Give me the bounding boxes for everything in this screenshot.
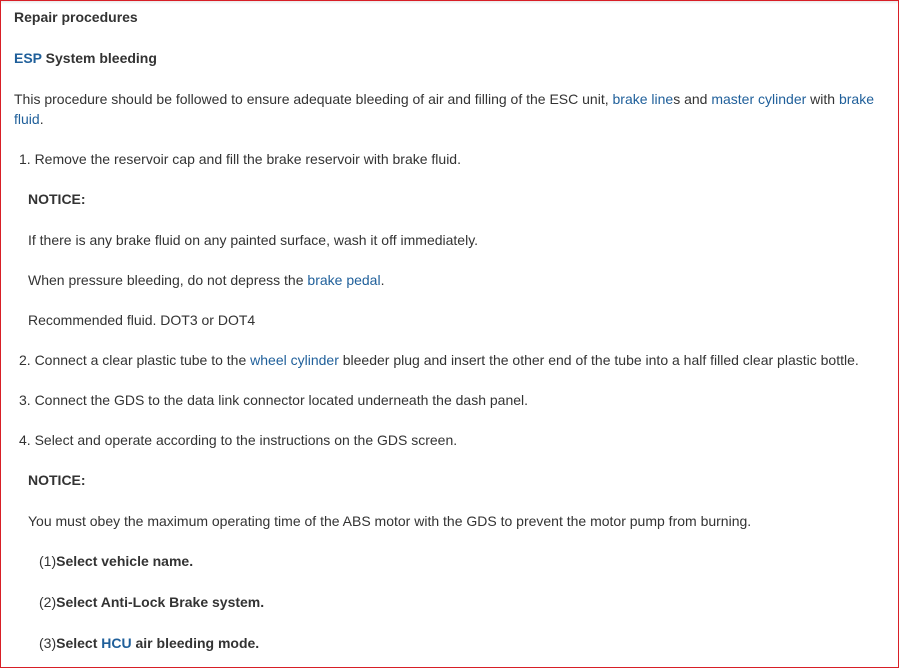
intro-line-2: [14, 110, 44, 128]
notice-1-line-2: [28, 271, 384, 289]
heading-text: System bleeding: [41, 50, 157, 66]
master-cylinder-link[interactable]: master cylinder: [711, 91, 807, 107]
notice-2-line-1: You must obey the maximum operating time of the ABS motor with the GDS to prevent the motor pump from burning.: [28, 513, 752, 529]
notice-1-line-3: Recommended fluid. DOT3 or DOT4: [28, 312, 256, 328]
step-2-text-2: bleeder plug and insert the other end of the tube into a half filled clear plastic bottle.: [338, 352, 859, 368]
intro-line-1: [14, 90, 874, 108]
brake-pedal-link[interactable]: brake pedal: [307, 272, 381, 288]
substep-1-text: Select vehicle name.: [56, 553, 194, 569]
intro-text-2: s and: [673, 91, 712, 107]
substep-2: [39, 593, 264, 611]
notice-1-line-1: If there is any brake fluid on any painted surface, wash it off immediately.: [28, 232, 479, 248]
brake-line-link[interactable]: brake line: [612, 91, 674, 107]
step-4: 4. Select and operate according to the instructions on the GDS screen.: [19, 432, 458, 448]
intro-period: .: [39, 111, 44, 127]
esp-link[interactable]: ESP: [14, 50, 42, 66]
substep-3-text-1: Select: [56, 635, 102, 651]
substep-3-number: (3): [39, 635, 57, 651]
brake-fluid-link-part1[interactable]: brake: [838, 91, 874, 107]
intro-text-3: with: [806, 91, 839, 107]
substep-1-number: (1): [39, 553, 57, 569]
step-2: [19, 351, 859, 369]
notice-1-line-2-period: .: [380, 272, 385, 288]
section-title: Repair procedures: [14, 9, 138, 25]
substep-1: [39, 552, 193, 570]
notice-label-1: NOTICE:: [28, 191, 86, 207]
step-1: 1. Remove the reservoir cap and fill the brake reservoir with brake fluid.: [19, 151, 461, 167]
hcu-link[interactable]: HCU: [101, 635, 132, 651]
substep-2-number: (2): [39, 594, 57, 610]
intro-text-1: This procedure should be followed to ensure adequate bleeding of air and filling of the ESC unit,: [14, 91, 613, 107]
substep-3: [39, 634, 259, 652]
step-2-text-1: 2. Connect a clear plastic tube to the: [19, 352, 251, 368]
wheel-cylinder-link[interactable]: wheel cylinder: [250, 352, 339, 368]
brake-fluid-link-part2[interactable]: fluid: [14, 111, 40, 127]
step-3: 3. Connect the GDS to the data link connector located underneath the dash panel.: [19, 392, 529, 408]
notice-label-2: NOTICE:: [28, 472, 86, 488]
substep-3-text-2: air bleeding mode.: [131, 635, 260, 651]
procedure-heading: [14, 49, 157, 67]
substep-2-text: Select Anti-Lock Brake system.: [56, 594, 265, 610]
notice-1-line-2-text: When pressure bleeding, do not depress the: [28, 272, 308, 288]
